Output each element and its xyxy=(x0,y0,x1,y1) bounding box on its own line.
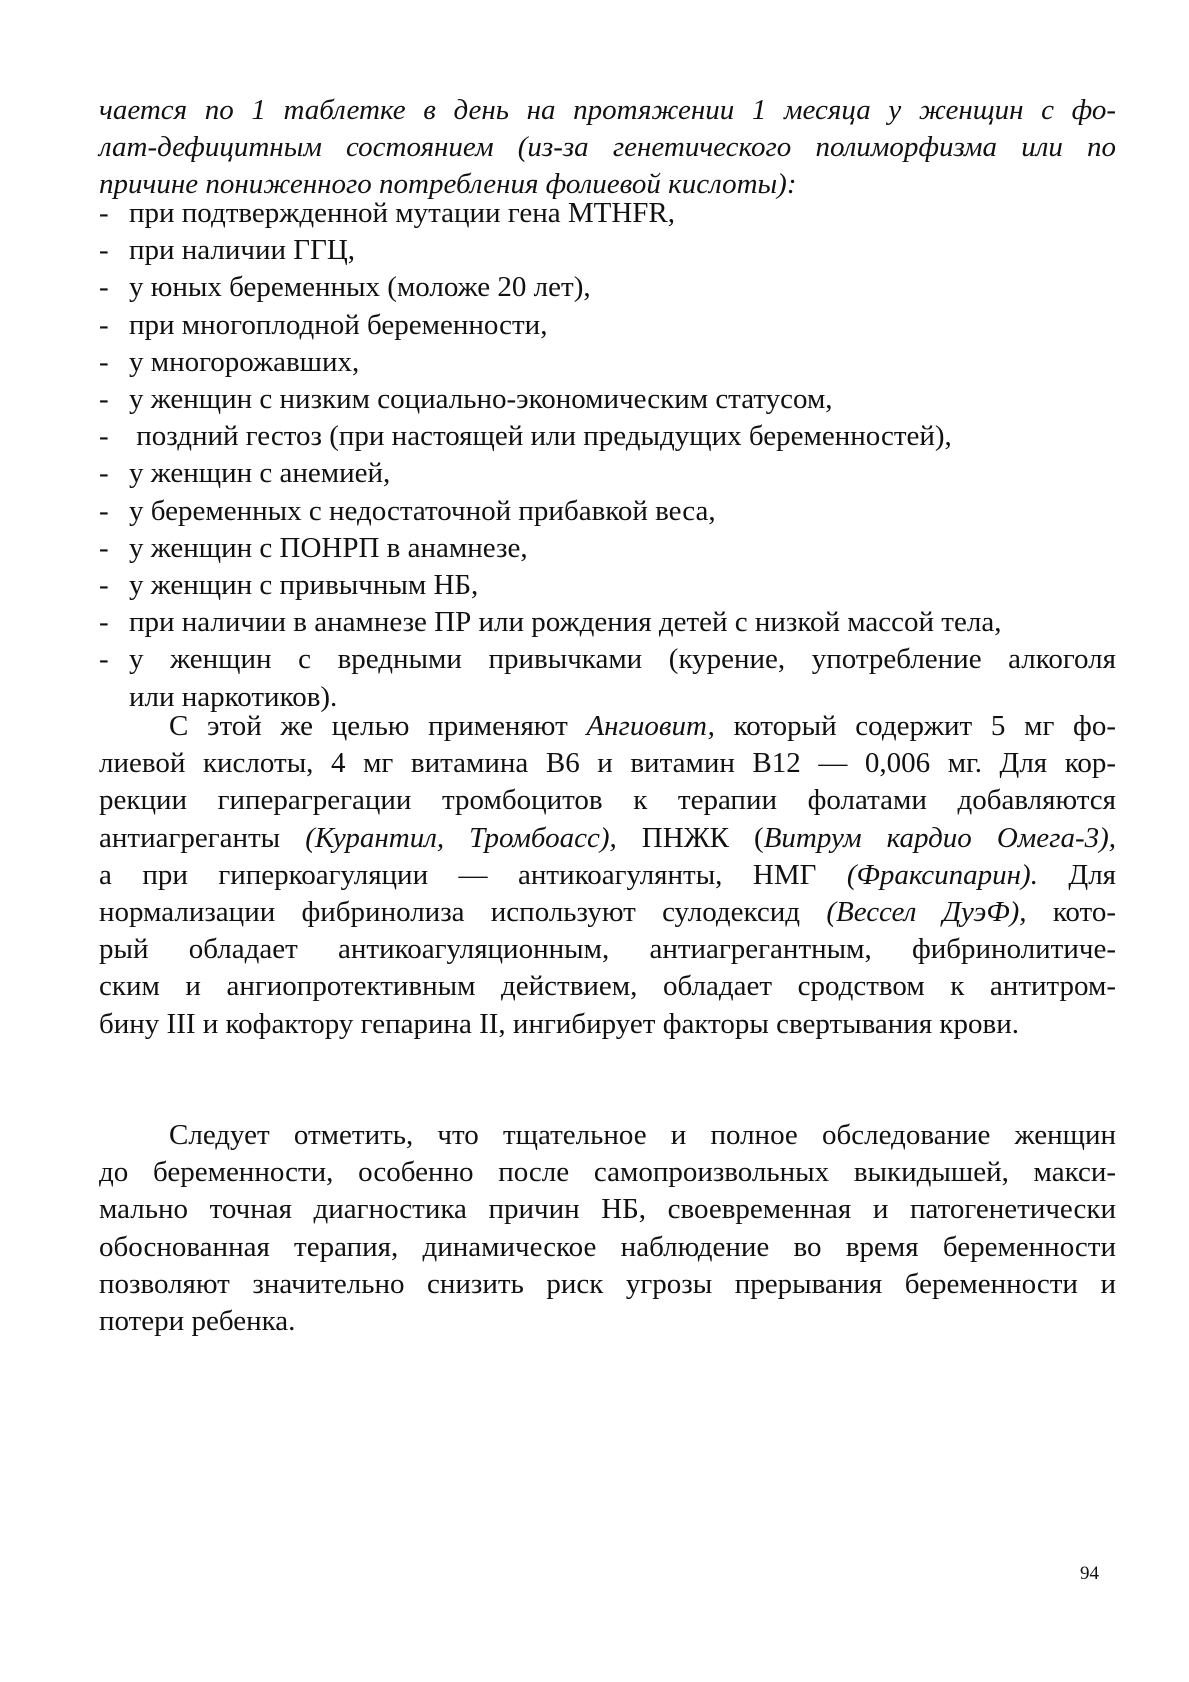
paragraph-line: лиевой кислоты, 4 мг витамина B6 и витамин B12 — 0,006 мг. Для кор- xyxy=(99,747,1116,780)
paragraph-line: обоснованная терапия, динамическое наблюдение во время беременности xyxy=(99,1230,1116,1263)
list-item: - при подтвержденной мутации гена MTHFR, xyxy=(99,195,1116,232)
conclusion-paragraph xyxy=(99,1117,1116,1340)
intro-paragraph xyxy=(99,92,1116,204)
paragraph-line: нормализации фибринолиза используют сулодексид (Вессел ДуэФ), кото- xyxy=(99,896,1117,929)
list-item: - у женщин с привычным НБ, xyxy=(99,567,1116,604)
list-item: - у юных беременных (моложе 20 лет), xyxy=(99,269,1116,306)
list-item xyxy=(99,641,1116,715)
angiovit-paragraph xyxy=(99,708,1116,1043)
paragraph-line: позволяют значительно снизить риск угрозы прерывания беременности и xyxy=(99,1267,1116,1300)
paragraph-line: до беременности, особенно после самопроизвольных выкидышей, макси- xyxy=(99,1156,1116,1189)
list-item: - поздний гестоз (при настоящей или предыдущих беременностей), xyxy=(99,418,1116,455)
list-item: - при наличии ГГЦ, xyxy=(99,232,1116,269)
list-item-line: или наркотиков). xyxy=(129,680,338,713)
paragraph-line: Следует отметить, что тщательное и полное обследование женщин xyxy=(169,1119,1116,1151)
page-number: 94 xyxy=(1080,1563,1099,1584)
list-item: - у беременных с недостаточной прибавкой веса, xyxy=(99,493,1116,530)
intro-line: лат-дефицитным состоянием (из-за генетического полиморфизма или по xyxy=(99,131,1116,164)
paragraph-line: антиагреганты (Курантил, Тромбоасс), ПНЖК (Витрум кардио Омега-3), xyxy=(99,821,1117,854)
intro-line: чается по 1 таблетке в день на протяжении 1 месяца у женщин с фо- xyxy=(99,94,1116,126)
list-item: - при наличии в анамнезе ПР или рождения детей с низкой массой тела, xyxy=(99,604,1116,641)
list-item-line: - у женщин с вредными привычками (курение, употребление алкоголя xyxy=(129,643,1116,676)
list-item: - при многоплодной беременности, xyxy=(99,307,1116,344)
list-item: - у женщин с низким социально-экономическим статусом, xyxy=(99,381,1116,418)
paragraph-line: рый обладает антикоагуляционным, антиагрегантным, фибринолитиче- xyxy=(99,933,1116,966)
list-item: - у женщин с анемией, xyxy=(99,455,1116,492)
paragraph-line: а при гиперкоагуляции — антикоагулянты, НМГ (Фраксипарин). Для xyxy=(99,858,1116,891)
paragraph-line: мально точная диагностика причин НБ, своевременная и патогенетически xyxy=(99,1193,1116,1226)
indications-list xyxy=(99,195,1116,716)
list-item: - у многорожавших, xyxy=(99,344,1116,381)
paragraph-line: ским и ангиопротективным действием, обладает сродством к антитром- xyxy=(99,970,1116,1003)
list-item: - у женщин с ПОНРП в анамнезе, xyxy=(99,530,1116,567)
paragraph-line: С этой же целью применяют Ангиовит, который содержит 5 мг фо- xyxy=(169,710,1116,742)
intro-line: причине пониженного потребления фолиевой кислоты): xyxy=(99,168,797,201)
paragraph-line: рекции гиперагрегации тромбоцитов к терапии фолатами добавляются xyxy=(99,784,1116,817)
paragraph-line: потери ребенка. xyxy=(99,1305,296,1338)
paragraph-line: бину III и кофактору гепарина II, ингибирует факторы свертывания крови. xyxy=(99,1007,1019,1040)
